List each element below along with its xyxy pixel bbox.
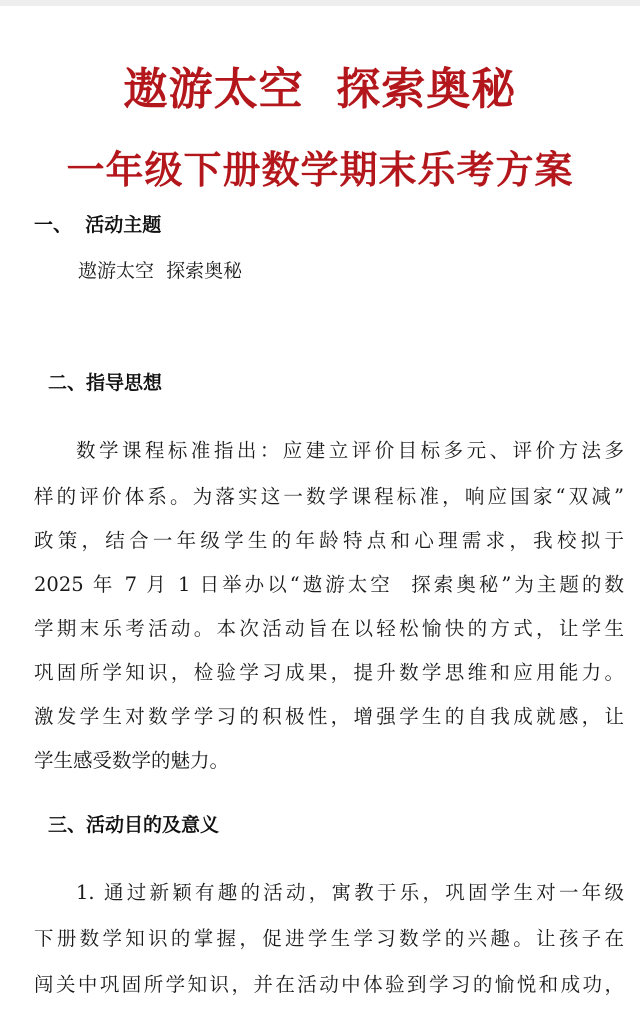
document-subtitle: 一年级下册数学期末乐考方案 [66,148,574,192]
document-title: 遨游太空 探索奥秘 [123,64,517,115]
paragraph-line: 2025 年 7 月 1 日举办以“遨游太空 探索奥秘”为主题的数 [34,573,624,596]
paragraph-line: 学生感受数学的魅力。 [34,749,230,772]
section-1-content: 遨游太空 探索奥秘 [78,260,243,282]
section-3-heading: 三、活动目的及意义 [48,814,220,836]
paragraph-line: 闯关中巩固所学知识，并在活动中体验到学习的愉悦和成功， [34,973,624,996]
paragraph-line: 激发学生对数学学习的积极性，增强学生的自我成就感，让 [34,705,624,728]
paragraph-line: 样的评价体系。为落实这一数学课程标准，响应国家“双减” [34,485,624,508]
paragraph-line: 学期末乐考活动。本次活动旨在以轻松愉快的方式，让学生 [34,617,624,640]
paragraph-line: 数学课程标准指出：应建立评价目标多元、评价方法多 [76,439,624,462]
section-1-heading: 一、 活动主题 [34,214,162,236]
paragraph-line: 1. 通过新颖有趣的活动，寓教于乐，巩固学生对一年级 [76,881,624,904]
paragraph-line: 下册数学知识的掌握，促进学生学习数学的兴趣。让孩子在 [34,927,624,950]
section-2-heading: 二、指导思想 [48,372,163,394]
paragraph-line: 巩固所学知识，检验学习成果，提升数学思维和应用能力。 [34,661,624,684]
paragraph-line: 政策，结合一年级学生的年龄特点和心理需求，我校拟于 [34,529,624,552]
